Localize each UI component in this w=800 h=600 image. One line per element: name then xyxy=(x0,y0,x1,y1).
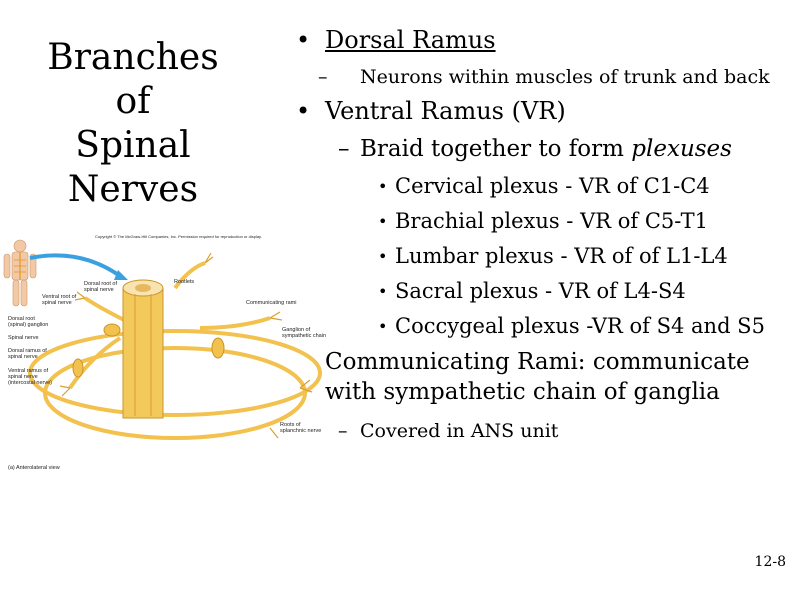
sympathetic-ganglion-left xyxy=(73,359,83,377)
page-number: 12-8 xyxy=(754,554,786,570)
bullet-dot: • xyxy=(296,97,311,125)
label-ventral-ramus-2: spinal nerve xyxy=(8,374,38,380)
bullet-dot: • xyxy=(378,212,388,231)
bullet-dot: • xyxy=(378,282,388,301)
bullet-dot: • xyxy=(378,247,388,266)
label-roots-splanchnic: Roots of xyxy=(280,422,301,428)
dash: – xyxy=(318,66,328,88)
label-ventral-ramus-3: (intercostal nerve) xyxy=(8,380,53,386)
label-view: (a) Anterolateral view xyxy=(8,465,60,471)
copyright-text: Copyright © The McGraw-Hill Companies, Inc. Permission required for reproduction or display. xyxy=(95,234,262,239)
label-ventral-ramus: Ventral ramus of xyxy=(8,368,49,374)
spinal-cord-segment xyxy=(123,280,163,418)
label-spinal-nerve: Spinal nerve xyxy=(8,335,39,341)
label-ganglion-chain: Ganglion of xyxy=(282,327,311,333)
plexus-text: Cervical plexus - VR of C1-C4 xyxy=(395,174,710,198)
label-communicating-rami: Communicating rami xyxy=(246,300,297,306)
plexus-text: Coccygeal plexus -VR of S4 and S5 xyxy=(395,314,765,338)
covered-text: Covered in ANS unit xyxy=(360,420,559,442)
communicating-line-1: Communicating Rami: communicate xyxy=(325,349,750,375)
spinal-nerve-figure xyxy=(0,228,330,478)
dash: – xyxy=(338,136,350,162)
label-rootlets: Rootlets xyxy=(174,279,195,285)
braid-text xyxy=(360,136,732,162)
bullet-dot: • xyxy=(378,317,388,336)
braid-prefix: Braid together to form xyxy=(360,136,632,162)
label-ventral-root: Ventral root of xyxy=(42,294,77,300)
dorsal-root-ganglion xyxy=(104,324,120,336)
title-line-1: Branches xyxy=(47,37,219,78)
title-line-2: of xyxy=(115,81,151,122)
title-line-3: Spinal xyxy=(75,125,191,166)
bullet-dot: • xyxy=(378,177,388,196)
plexus-text: Sacral plexus - VR of L4-S4 xyxy=(395,279,686,303)
pointer-arrow xyxy=(30,255,120,276)
nerve-loops xyxy=(30,263,320,438)
slide-title xyxy=(30,36,236,212)
label-dorsal-root-ganglion: Dorsal root xyxy=(8,316,35,322)
braid-emphasis: plexuses xyxy=(631,136,732,162)
title-line-4: Nerves xyxy=(67,169,199,210)
dorsal-sub-text: Neurons within muscles of trunk and back xyxy=(360,66,770,88)
plexus-text: Lumbar plexus - VR of of L1-L4 xyxy=(395,244,728,268)
communicating-line-2: with sympathetic chain of ganglia xyxy=(325,379,720,405)
spinal-nerve-illustration xyxy=(0,228,330,478)
label-ventral-root-2: spinal nerve xyxy=(42,300,72,306)
label-dorsal-ramus-2: spinal nerve xyxy=(8,354,38,360)
human-figure-icon xyxy=(4,240,36,306)
label-dorsal-root: Dorsal root of xyxy=(84,281,118,287)
dash: – xyxy=(338,420,348,442)
label-roots-splanchnic-2: splanchnic nerve xyxy=(280,428,322,434)
ventral-ramus-text: Ventral Ramus (VR) xyxy=(325,97,566,125)
sympathetic-ganglion xyxy=(212,338,224,358)
label-ganglion-chain-2: sympathetic chain xyxy=(282,333,327,339)
dorsal-ramus-text: Dorsal Ramus xyxy=(325,26,496,54)
label-dorsal-root-2: spinal nerve xyxy=(84,287,114,293)
label-dorsal-root-ganglion-2: (spinal) ganglion xyxy=(8,322,49,328)
label-dorsal-ramus: Dorsal ramus of xyxy=(8,348,47,354)
bullet-dot: • xyxy=(296,26,311,54)
plexus-text: Brachial plexus - VR of C5-T1 xyxy=(395,209,708,233)
